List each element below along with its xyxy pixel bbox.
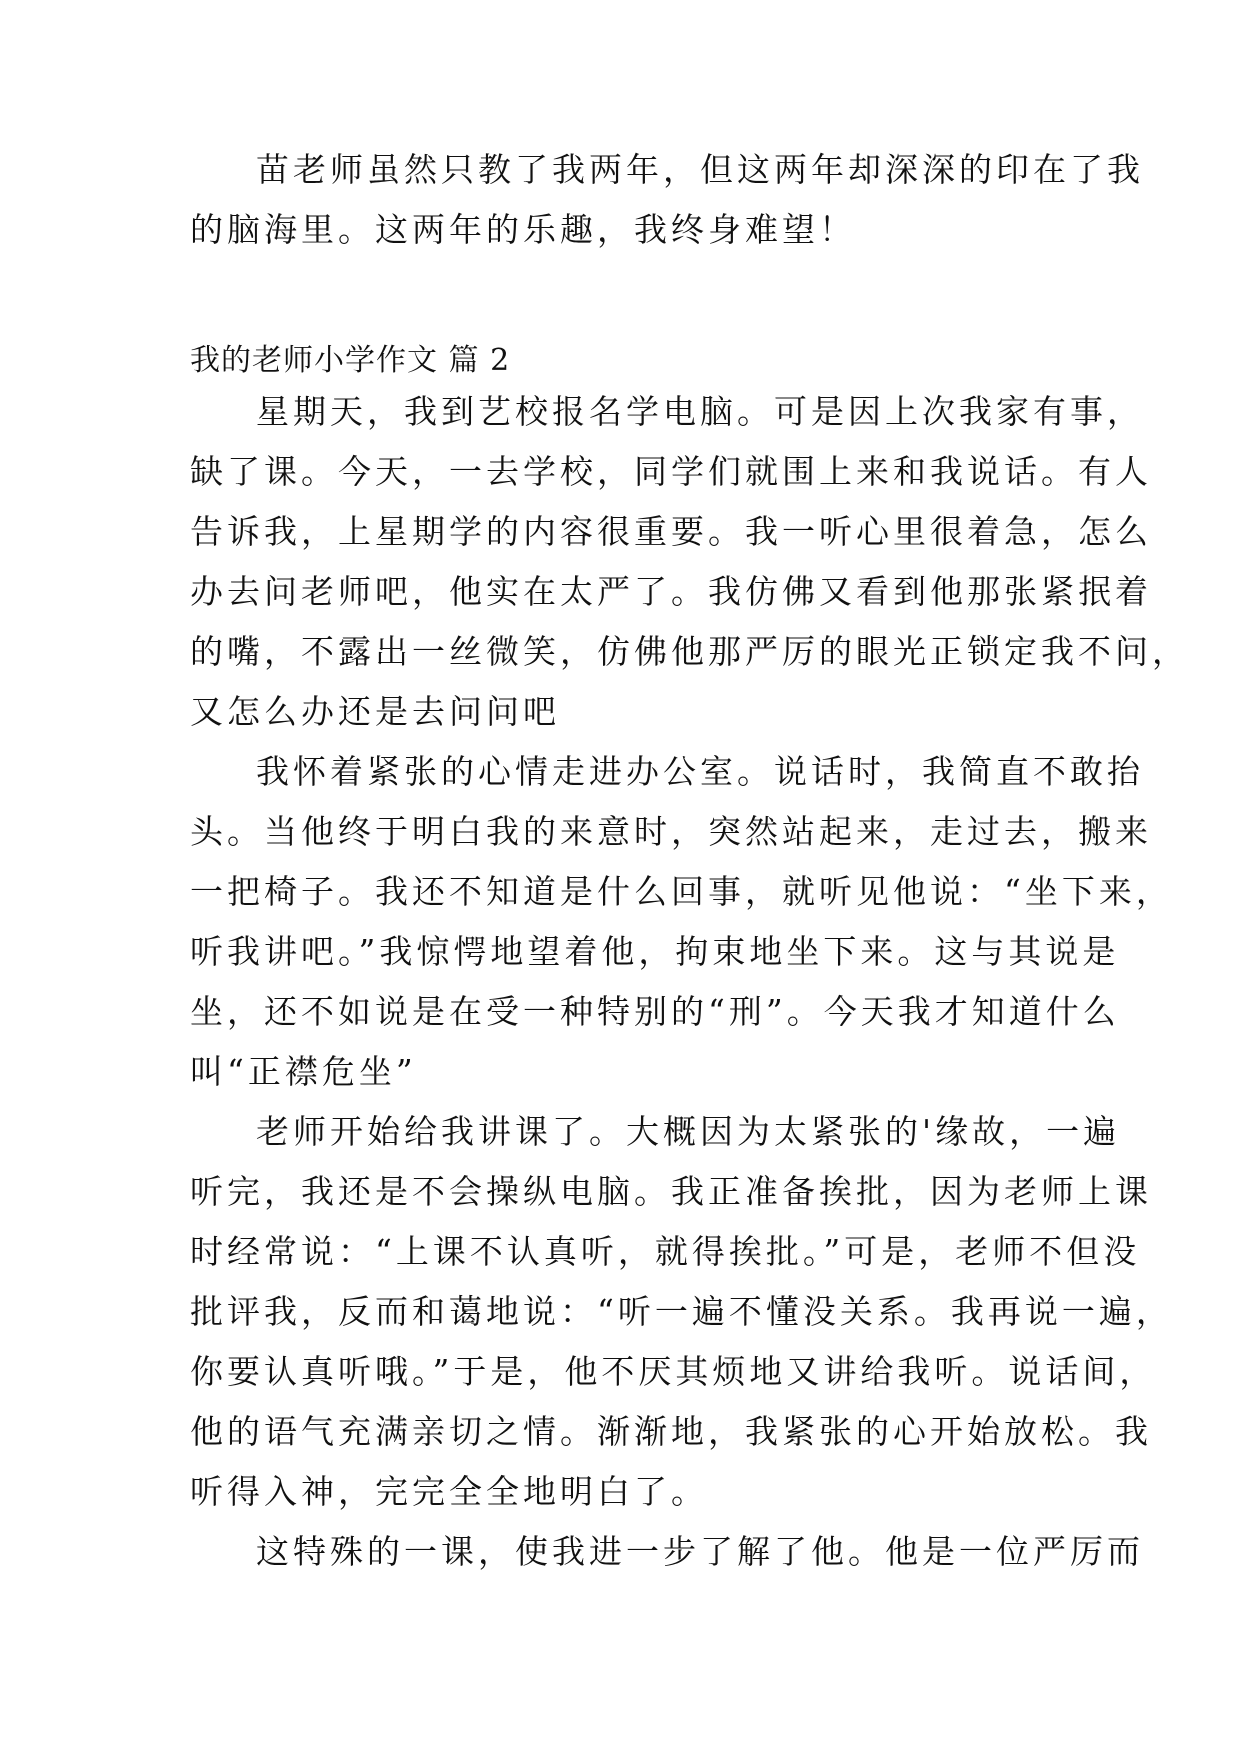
text-line: 听我讲吧。”我惊愕地望着他，拘束地坐下来。这与其说是 xyxy=(190,932,1120,971)
text-line: 告诉我，上星期学的内容很重要。我一听心里很着急，怎么 xyxy=(190,512,1152,551)
paragraph-2 xyxy=(190,742,1173,1102)
text-line: 的脑海里。这两年的乐趣，我终身难望！ xyxy=(190,210,856,249)
text-line: 叫“正襟危坐” xyxy=(190,1052,417,1091)
text-line: 他的语气充满亲切之情。渐渐地，我紧张的心开始放松。我 xyxy=(190,1412,1152,1451)
text-line: 这特殊的一课，使我进一步了解了他。他是一位严厉而 xyxy=(256,1532,1144,1571)
text-line: 时经常说：“上课不认真听，就得挨批。”可是，老师不但没 xyxy=(190,1232,1141,1271)
text-line: 头。当他终于明白我的来意时，突然站起来，走过去，搬来 xyxy=(190,812,1152,851)
paragraph-3 xyxy=(190,1102,1173,1522)
text-line: 老师开始给我讲课了。大概因为太紧张的'缘故，一遍 xyxy=(256,1112,1121,1151)
text-line: 听得入神，完完全全地明白了。 xyxy=(190,1472,708,1511)
text-line: 听完，我还是不会操纵电脑。我正准备挨批，因为老师上课 xyxy=(190,1172,1152,1211)
text-line: 批评我，反而和蔼地说：“听一遍不懂没关系。我再说一遍， xyxy=(190,1292,1173,1331)
paragraph-intro xyxy=(190,140,1144,260)
text-line: 一把椅子。我还不知道是什么回事，就听见他说：“坐下来， xyxy=(190,872,1173,911)
text-line: 星期天，我到艺校报名学电脑。可是因上次我家有事， xyxy=(256,392,1144,431)
text-line: 坐，还不如说是在受一种特别的“刑”。今天我才知道什么 xyxy=(190,992,1120,1031)
paragraph-4 xyxy=(190,1522,1144,1582)
text-line: 的嘴，不露出一丝微笑，仿佛他那严厉的眼光正锁定我不问， xyxy=(190,632,1189,671)
text-line: 办去问老师吧，他实在太严了。我仿佛又看到他那张紧抿着 xyxy=(190,572,1152,611)
section-heading: 我的老师小学作文 篇 2 xyxy=(190,343,511,378)
text-line: 又怎么办还是去问问吧 xyxy=(190,692,560,731)
text-line: 缺了课。今天，一去学校，同学们就围上来和我说话。有人 xyxy=(190,452,1152,491)
text-line: 苗老师虽然只教了我两年，但这两年却深深的印在了我 xyxy=(256,150,1144,189)
paragraph-1 xyxy=(190,382,1189,742)
text-line: 你要认真听哦。”于是，他不厌其烦地又讲给我听。说话间， xyxy=(190,1352,1157,1391)
text-line: 我怀着紧张的心情走进办公室。说话时，我简直不敢抬 xyxy=(256,752,1144,791)
